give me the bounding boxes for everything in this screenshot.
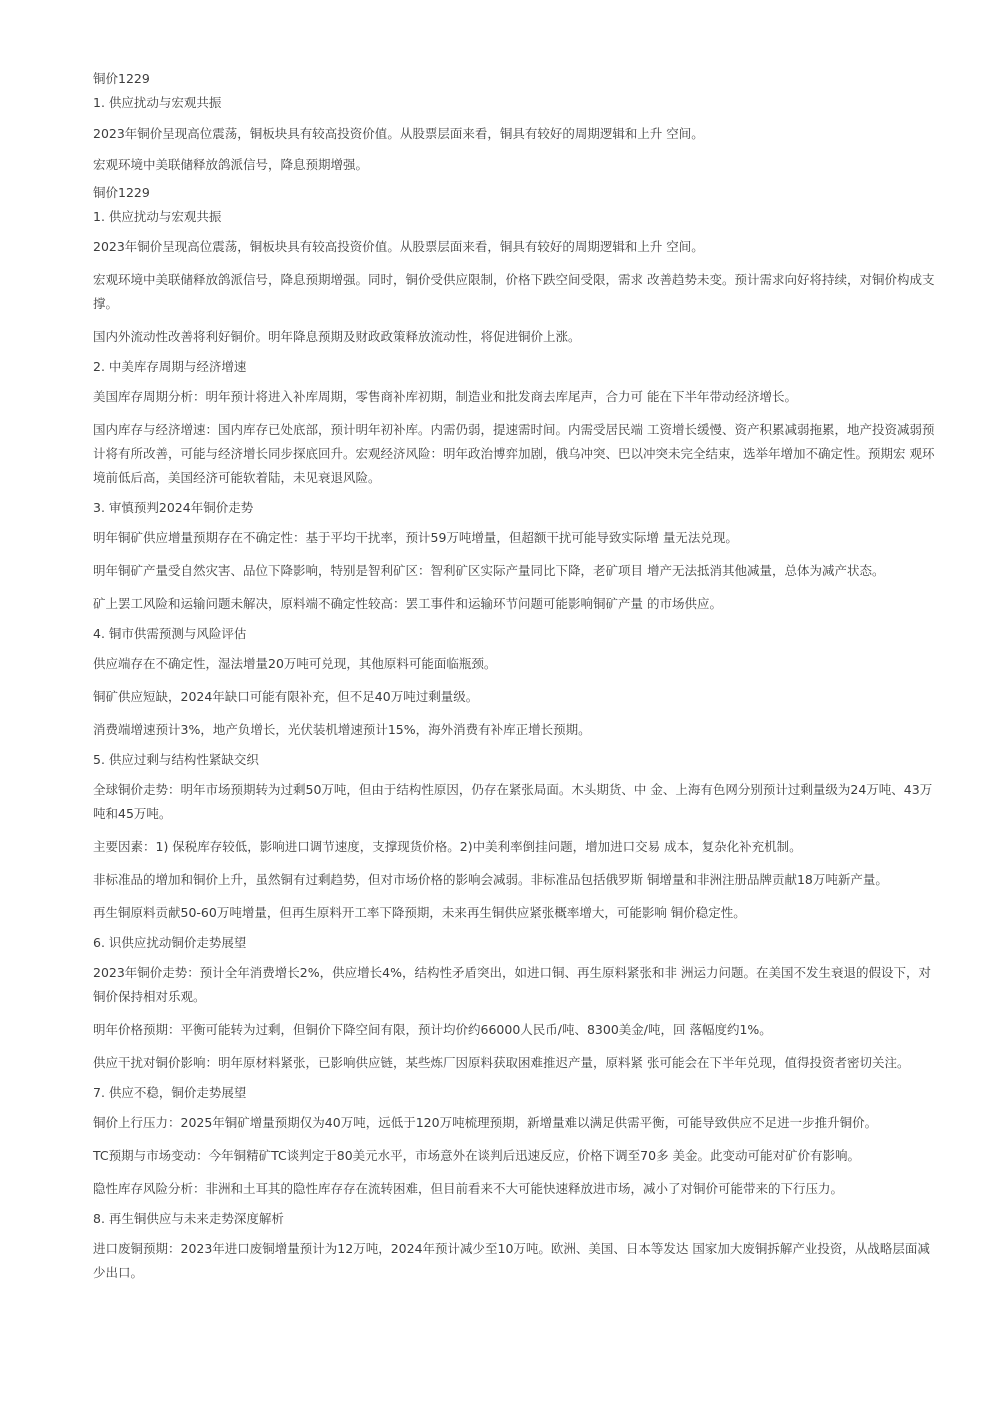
paragraph: 全球铜价走势：明年市场预期转为过剩50万吨，但由于结构性原因，仍存在紧张局面。木头期货、中 金、上海有色网分别预计过剩量级为24万吨、43万吨和45万吨。 bbox=[93, 782, 933, 821]
paragraph: 再生铜原料贡献50-60万吨增量，但再生原料开工率下降预期，未来再生铜供应紧张概率增大，可能影响 铜价稳定性。 bbox=[93, 905, 746, 920]
section-heading: 6. 识供应扰动铜价走势展望 bbox=[93, 935, 247, 950]
paragraph: 国内库存与经济增速：国内库存已处底部，预计明年初补库。内需仍弱，提速需时间。内需受居民端 工资增长缓慢、资产积累减弱拖累，地产投资减弱预计将有所改善，可能与经济增长同步探底回升。宏观经济风险：明年政治博弈加剧，俄乌冲突、巴以冲突未完全结束，选举年增加不确定性。预期宏 观环境前低后高，美国经济可能软着陆，未见衰退风险。 bbox=[93, 422, 935, 485]
doc-title: 铜价1229 bbox=[93, 71, 150, 86]
paragraph: 宏观环境中美联储释放鸽派信号，降息预期增强。 bbox=[93, 157, 369, 172]
paragraph: 宏观环境中美联储释放鸽派信号，降息预期增强。同时，铜价受供应限制，价格下跌空间受限，需求 改善趋势未变。预计需求向好将持续，对铜价构成支撑。 bbox=[93, 272, 935, 311]
doc-title: 铜价1229 bbox=[93, 185, 150, 200]
section-heading: 3. 审慎预判2024年铜价走势 bbox=[93, 500, 254, 515]
paragraph: 2023年铜价呈现高位震荡，铜板块具有较高投资价值。从股票层面来看，铜具有较好的周期逻辑和上升 空间。 bbox=[93, 239, 704, 254]
paragraph: 铜价上行压力：2025年铜矿增量预期仅为40万吨，远低于120万吨梳理预期，新增量难以满足供需平衡，可能导致供应不足进一步推升铜价。 bbox=[93, 1115, 878, 1130]
paragraph: 美国库存周期分析：明年预计将进入补库周期，零售商补库初期，制造业和批发商去库尾声，合力可 能在下半年带动经济增长。 bbox=[93, 389, 797, 404]
paragraph: 供应端存在不确定性，湿法增量20万吨可兑现，其他原料可能面临瓶颈。 bbox=[93, 656, 497, 671]
paragraph: 明年铜矿供应增量预期存在不确定性：基于平均干扰率，预计59万吨增量，但超额干扰可能导致实际增 量无法兑现。 bbox=[93, 530, 738, 545]
paragraph: 隐性库存风险分析：非洲和土耳其的隐性库存存在流转困难，但目前看来不大可能快速释放进市场，减小了对铜价可能带来的下行压力。 bbox=[93, 1181, 844, 1196]
paragraph: 供应干扰对铜价影响：明年原材料紧张，已影响供应链，某些炼厂因原料获取困难推迟产量，原料紧 张可能会在下半年兑现，值得投资者密切关注。 bbox=[93, 1055, 910, 1070]
paragraph: 明年价格预期：平衡可能转为过剩，但铜价下降空间有限，预计均价约66000人民币/吨、8300美金/吨，回 落幅度约1%。 bbox=[93, 1022, 772, 1037]
paragraph: 矿上罢工风险和运输问题未解决，原料端不确定性较高：罢工事件和运输环节问题可能影响铜矿产量 的市场供应。 bbox=[93, 596, 722, 611]
section-heading: 8. 再生铜供应与未来走势深度解析 bbox=[93, 1211, 284, 1226]
section-heading: 1. 供应扰动与宏观共振 bbox=[93, 95, 222, 110]
paragraph: 消费端增速预计3%，地产负增长，光伏装机增速预计15%，海外消费有补库正增长预期。 bbox=[93, 722, 591, 737]
section-heading: 2. 中美库存周期与经济增速 bbox=[93, 359, 247, 374]
paragraph: 主要因素：1) 保税库存较低，影响进口调节速度，支撑现货价格。2)中美利率倒挂问题，增加进口交易 成本，复杂化补充机制。 bbox=[93, 839, 802, 854]
paragraph: 明年铜矿产量受自然灾害、品位下降影响，特别是智利矿区：智利矿区实际产量同比下降，老矿项目 增产无法抵消其他减量，总体为减产状态。 bbox=[93, 563, 885, 578]
section-heading: 7. 供应不稳，铜价走势展望 bbox=[93, 1085, 247, 1100]
paragraph: 铜矿供应短缺，2024年缺口可能有限补充，但不足40万吨过剩量级。 bbox=[93, 689, 479, 704]
intro-block bbox=[93, 70, 942, 177]
section-heading: 5. 供应过剩与结构性紧缺交织 bbox=[93, 752, 259, 767]
paragraph: 2023年铜价走势：预计全年消费增长2%，供应增长4%，结构性矛盾突出，如进口铜、再生原料紧张和非 洲运力问题。在美国不发生衰退的假设下，对铜价保持相对乐观。 bbox=[93, 965, 931, 1004]
paragraph: 国内外流动性改善将利好铜价。明年降息预期及财政政策释放流动性，将促进铜价上涨。 bbox=[93, 329, 581, 344]
section-heading: 4. 铜市供需预测与风险评估 bbox=[93, 626, 247, 641]
paragraph: TC预期与市场变动：今年铜精矿TC谈判定于80美元水平，市场意外在谈判后迅速反应，价格下调至70多 美金。此变动可能对矿价有影响。 bbox=[93, 1148, 861, 1163]
paragraph: 进口废铜预期：2023年进口废铜增量预计为12万吨，2024年预计减少至10万吨。欧洲、美国、日本等发达 国家加大废铜拆解产业投资，从战略层面减少出口。 bbox=[93, 1241, 930, 1280]
paragraph: 2023年铜价呈现高位震荡，铜板块具有较高投资价值。从股票层面来看，铜具有较好的周期逻辑和上升 空间。 bbox=[93, 126, 704, 141]
section-heading: 1. 供应扰动与宏观共振 bbox=[93, 209, 222, 224]
paragraph: 非标准品的增加和铜价上升，虽然铜有过剩趋势，但对市场价格的影响会减弱。非标准品包括俄罗斯 铜增量和非洲注册品牌贡献18万吨新产量。 bbox=[93, 872, 888, 887]
